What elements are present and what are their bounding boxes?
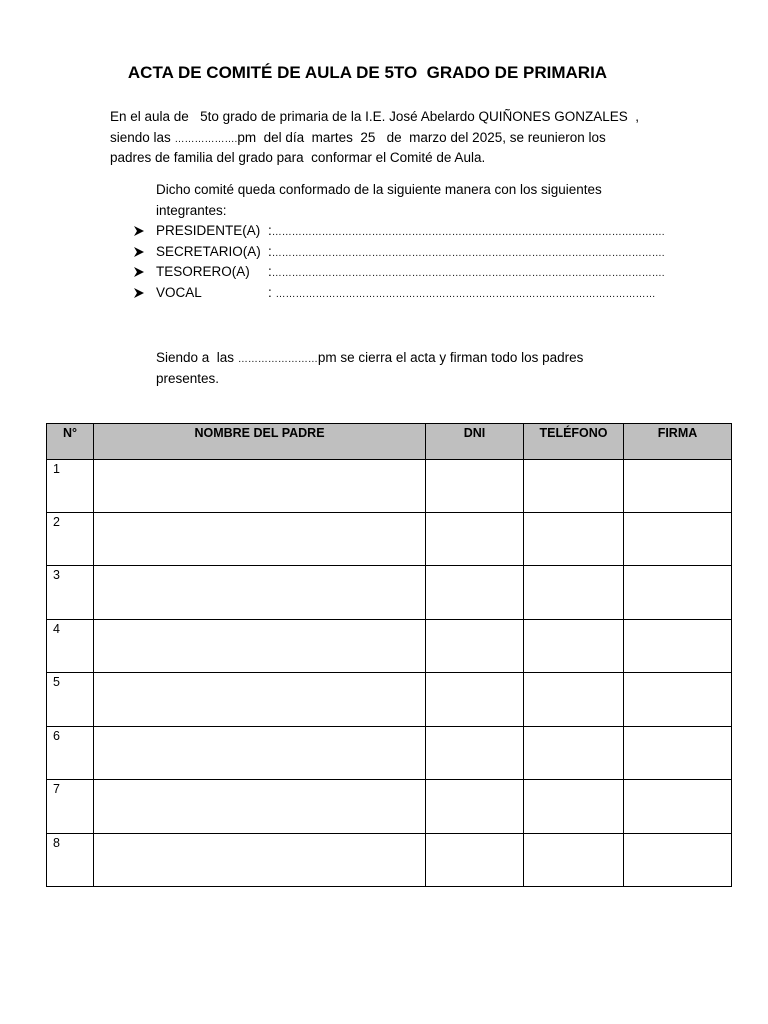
dni-cell <box>426 620 524 673</box>
intro-text: siendo las <box>110 129 175 145</box>
closing-line-1 <box>156 348 583 369</box>
phone-cell <box>524 460 624 513</box>
phone-cell <box>524 513 624 566</box>
signature-cell <box>624 460 732 513</box>
member-separator: : <box>268 284 276 300</box>
document-title: ACTA DE COMITÉ DE AULA DE 5TO GRADO DE PRIMARIA <box>127 63 608 82</box>
row-number: 5 <box>47 673 94 727</box>
table-row <box>47 513 732 566</box>
intro-line-2 <box>110 128 639 149</box>
dni-cell <box>426 780 524 834</box>
table-row <box>47 620 732 673</box>
closing-text: Siendo a las <box>156 350 238 365</box>
parent-name-cell <box>94 620 426 673</box>
table-row <box>47 780 732 834</box>
phone-cell <box>524 620 624 673</box>
dni-cell <box>426 566 524 620</box>
phone-cell <box>524 834 624 887</box>
row-number: 7 <box>47 780 94 834</box>
member-row-president <box>156 221 665 242</box>
table-row <box>47 460 732 513</box>
time-blank: ………………. <box>174 133 238 145</box>
dni-cell <box>426 727 524 780</box>
signature-cell <box>624 620 732 673</box>
member-role: TESORERO(A) <box>156 264 250 279</box>
parent-name-cell <box>94 460 426 513</box>
phone-cell <box>524 727 624 780</box>
dni-cell <box>426 834 524 887</box>
dni-cell <box>426 513 524 566</box>
row-number: 4 <box>47 620 94 673</box>
committee-line-2: integrantes: <box>156 202 227 218</box>
signature-cell <box>624 513 732 566</box>
parent-name-cell <box>94 834 426 887</box>
closing-line-2: presentes. <box>156 370 220 386</box>
closing-paragraph <box>156 348 583 389</box>
signature-cell <box>624 673 732 727</box>
table-row <box>47 727 732 780</box>
parent-name-cell <box>94 727 426 780</box>
closing-text: pm se cierra el acta y firman todo los padres <box>317 350 584 365</box>
arrow-bullet-icon <box>134 247 144 257</box>
parent-name-cell <box>94 780 426 834</box>
member-separator: : <box>268 243 272 259</box>
member-role: SECRETARIO(A) <box>156 243 261 259</box>
dni-cell <box>426 673 524 727</box>
header-phone: TELÉFONO <box>524 424 624 460</box>
member-name-blank: ………………………………………………………………………………………………………. <box>271 227 665 238</box>
row-number: 1 <box>47 460 94 513</box>
member-row-vocal <box>156 283 665 304</box>
row-number: 8 <box>47 834 94 887</box>
row-number: 6 <box>47 727 94 780</box>
signature-cell <box>624 780 732 834</box>
arrow-bullet-icon <box>134 226 144 236</box>
arrow-bullet-icon <box>134 267 144 277</box>
committee-paragraph <box>156 180 665 303</box>
member-name-blank: ………………………………………………………………………………………………………. <box>271 268 665 279</box>
intro-line-1: En el aula de 5to grado de primaria de la I.E. José Abelardo QUIÑONES GONZALES , <box>110 109 640 124</box>
intro-text: pm del día martes 25 de marzo del 2025, se reunieron los <box>237 129 606 145</box>
row-number: 2 <box>47 513 94 566</box>
phone-cell <box>524 566 624 620</box>
dni-cell <box>426 460 524 513</box>
member-name-blank: …………………………………………………………………………………………………… <box>275 288 656 300</box>
table-row <box>47 673 732 727</box>
table-row <box>47 834 732 887</box>
member-separator: : <box>268 264 272 279</box>
parent-name-cell <box>94 566 426 620</box>
header-dni: DNI <box>426 424 524 460</box>
phone-cell <box>524 780 624 834</box>
row-number: 3 <box>47 566 94 620</box>
member-row-secretary <box>156 242 665 263</box>
member-role: PRESIDENTE(A) <box>156 223 261 238</box>
member-separator: : <box>268 223 272 238</box>
phone-cell <box>524 673 624 727</box>
signature-cell <box>624 727 732 780</box>
parent-name-cell <box>94 513 426 566</box>
parent-name-cell <box>94 673 426 727</box>
member-row-treasurer <box>156 262 665 283</box>
header-number: N° <box>47 424 94 460</box>
member-role: VOCAL <box>156 284 202 300</box>
attendance-table <box>46 423 732 887</box>
intro-paragraph <box>110 107 639 169</box>
arrow-bullet-icon <box>134 288 144 298</box>
signature-cell <box>624 566 732 620</box>
member-name-blank: ………………………………………………………………………………………………………. <box>271 247 665 259</box>
header-parent-name: NOMBRE DEL PADRE <box>94 424 426 460</box>
table-header-row <box>47 424 732 460</box>
header-signature: FIRMA <box>624 424 732 460</box>
table-row <box>47 566 732 620</box>
signature-cell <box>624 834 732 887</box>
committee-line-1: Dicho comité queda conformado de la siguiente manera con los siguientes <box>156 182 602 197</box>
time-blank: …………………… <box>237 354 318 365</box>
intro-line-3: padres de familia del grado para conformar el Comité de Aula. <box>110 150 486 165</box>
